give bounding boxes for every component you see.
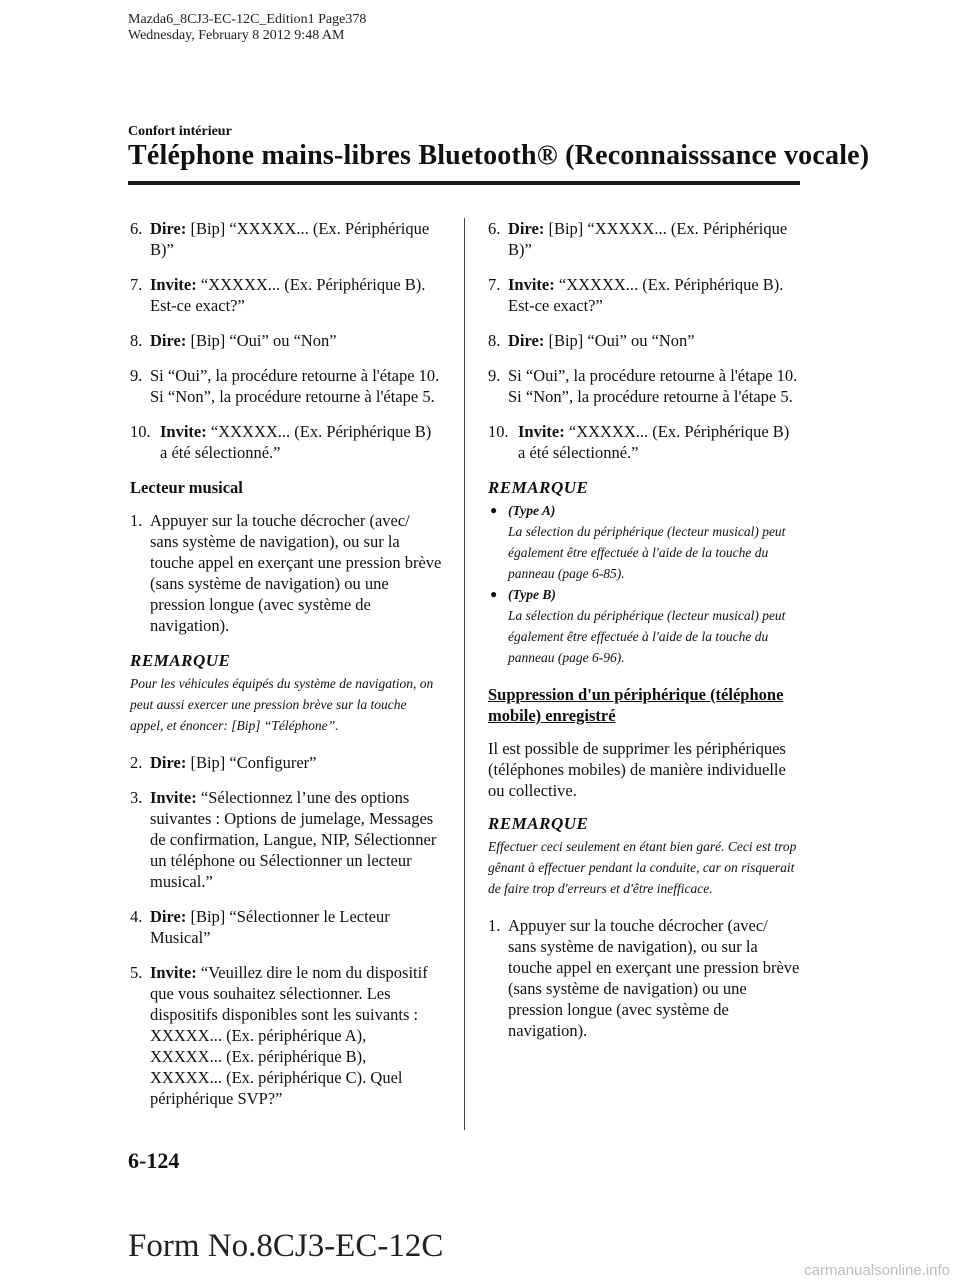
step-text: “XXXXX... (Ex. Périphérique B). Est-ce exact?” (508, 275, 784, 315)
step-label: Dire: (150, 907, 187, 926)
step-text: “XXXXX... (Ex. Périphérique B) a été sélectionné.” (160, 422, 432, 462)
print-metadata (128, 12, 366, 44)
step-number: 1. (130, 511, 143, 530)
page-title: Téléphone mains-libres Bluetooth® (Reconnaisssance vocale) (128, 140, 870, 171)
step-text: Appuyer sur la touche décrocher (avec/ sans système de navigation), ou sur la touche appel en exerçant une pression brève (sans système de navigation) ou une pression longue (avec système de navigation). (150, 511, 442, 635)
step-text: “XXXXX... (Ex. Périphérique B). Est-ce exact?” (150, 275, 426, 315)
step-9 (488, 365, 800, 407)
step-text: “Sélectionnez l’une des options suivantes : Options de jumelage, Messages de confirmation, Langue, NIP, Sélectionner un téléphone ou Sélectionner un lecteur musical.” (150, 788, 437, 891)
step-label: Dire: (150, 331, 187, 350)
music-step-3 (130, 787, 442, 892)
step-label: Invite: (150, 275, 197, 294)
remark-heading: REMARQUE (488, 814, 589, 833)
step-label: Dire: (508, 331, 545, 350)
delete-device-paragraph: Il est possible de supprimer les périphériques (téléphones mobiles) de manière individuelle ou collective. (488, 739, 786, 800)
step-label: Dire: (150, 219, 187, 238)
left-column (130, 218, 442, 1123)
step-text: “Veuillez dire le nom du dispositif que vous souhaitez sélectionner. Les dispositifs disponibles sont les suivants : XXXXX... (Ex. périphérique A), XXXXX... (Ex. périphérique B), XXXXX... (Ex. périphérique C). Quel périphérique SVP?” (150, 963, 428, 1108)
delete-device-heading: Suppression d'un périphérique (téléphone mobile) enregistré (488, 685, 784, 725)
remark-heading: REMARQUE (488, 478, 589, 497)
page-number: 6-124 (128, 1148, 180, 1173)
step-7 (130, 274, 442, 316)
file-line: Mazda6_8CJ3-EC-12C_Edition1 Page378 (128, 12, 367, 27)
step-text: [Bip] “XXXXX... (Ex. Périphérique B)” (508, 219, 788, 259)
step-label: Dire: (150, 753, 187, 772)
step-number: 8. (130, 331, 143, 350)
step-label: Invite: (518, 422, 565, 441)
form-number: Form No.8CJ3-EC-12C (128, 1228, 444, 1264)
step-text: [Bip] “Configurer” (186, 753, 317, 772)
step-number: 9. (488, 366, 501, 385)
remark-bullet-type-a (488, 500, 800, 584)
music-heading: Lecteur musical (130, 478, 243, 497)
step-label: Invite: (150, 788, 197, 807)
music-step-4 (130, 906, 442, 948)
step-label: Dire: (508, 219, 545, 238)
step-number: 1. (488, 916, 501, 935)
music-step-5 (130, 962, 442, 1109)
step-10 (488, 421, 800, 463)
bullet-icon: ● (490, 503, 498, 517)
bullet-icon: ● (490, 587, 498, 601)
step-number: 10. (488, 422, 509, 441)
section-label: Confort intérieur (128, 124, 232, 139)
bullet-type: (Type A) (508, 503, 556, 518)
remark-text: Pour les véhicules équipés du système de navigation, on peut aussi exercer une pression brève sur la touche appel, et énoncer: [Bip] “Téléphone”. (130, 676, 434, 733)
step-10 (130, 421, 442, 463)
step-8 (488, 330, 800, 351)
step-8 (130, 330, 442, 351)
step-number: 7. (130, 275, 143, 294)
right-column (488, 218, 800, 1055)
step-text: Si “Oui”, la procédure retourne à l'étape 10. Si “Non”, la procédure retourne à l'étape 5. (508, 366, 798, 406)
column-divider (464, 218, 465, 1130)
step-number: 4. (130, 907, 143, 926)
remark-bullet-type-b (488, 584, 800, 668)
step-number: 6. (130, 219, 143, 238)
bullet-text: La sélection du périphérique (lecteur musical) peut également être effectuée à l'aide de la touche du panneau (page 6-96). (508, 608, 786, 665)
step-text: [Bip] “Sélectionner le Lecteur Musical” (150, 907, 390, 947)
step-number: 10. (130, 422, 151, 441)
bullet-type: (Type B) (508, 587, 556, 602)
date-line: Wednesday, February 8 2012 9:48 AM (128, 28, 345, 43)
step-number: 8. (488, 331, 501, 350)
delete-step-1 (488, 915, 800, 1041)
step-number: 6. (488, 219, 501, 238)
watermark: carmanualsonline.info (804, 1262, 950, 1279)
step-text: [Bip] “Oui” ou “Non” (544, 331, 695, 350)
step-label: Invite: (150, 963, 197, 982)
step-number: 2. (130, 753, 143, 772)
remark-heading: REMARQUE (130, 651, 231, 670)
music-step-2 (130, 752, 442, 773)
music-step-1 (130, 510, 442, 636)
step-label: Invite: (508, 275, 555, 294)
step-9 (130, 365, 442, 407)
step-6 (130, 218, 442, 260)
step-label: Invite: (160, 422, 207, 441)
step-number: 5. (130, 963, 143, 982)
step-text: [Bip] “XXXXX... (Ex. Périphérique B)” (150, 219, 430, 259)
step-text: Si “Oui”, la procédure retourne à l'étape 10. Si “Non”, la procédure retourne à l'étape 5. (150, 366, 440, 406)
step-number: 7. (488, 275, 501, 294)
step-text: Appuyer sur la touche décrocher (avec/ sans système de navigation), ou sur la touche appel en exerçant une pression brève (sans système de navigation) ou une pression longue (avec système de navigation). (508, 916, 800, 1040)
step-7 (488, 274, 800, 316)
bullet-text: La sélection du périphérique (lecteur musical) peut également être effectuée à l'aide de la touche du panneau (page 6-85). (508, 524, 786, 581)
step-number: 9. (130, 366, 143, 385)
remark-text: Effectuer ceci seulement en étant bien garé. Ceci est trop gênant à effectuer pendant la conduite, car on risquerait de faire trop d'erreurs et d'être inefficace. (488, 839, 797, 896)
step-text: [Bip] “Oui” ou “Non” (186, 331, 337, 350)
step-number: 3. (130, 788, 143, 807)
step-text: “XXXXX... (Ex. Périphérique B) a été sélectionné.” (518, 422, 790, 462)
title-rule (128, 181, 800, 185)
step-6 (488, 218, 800, 260)
